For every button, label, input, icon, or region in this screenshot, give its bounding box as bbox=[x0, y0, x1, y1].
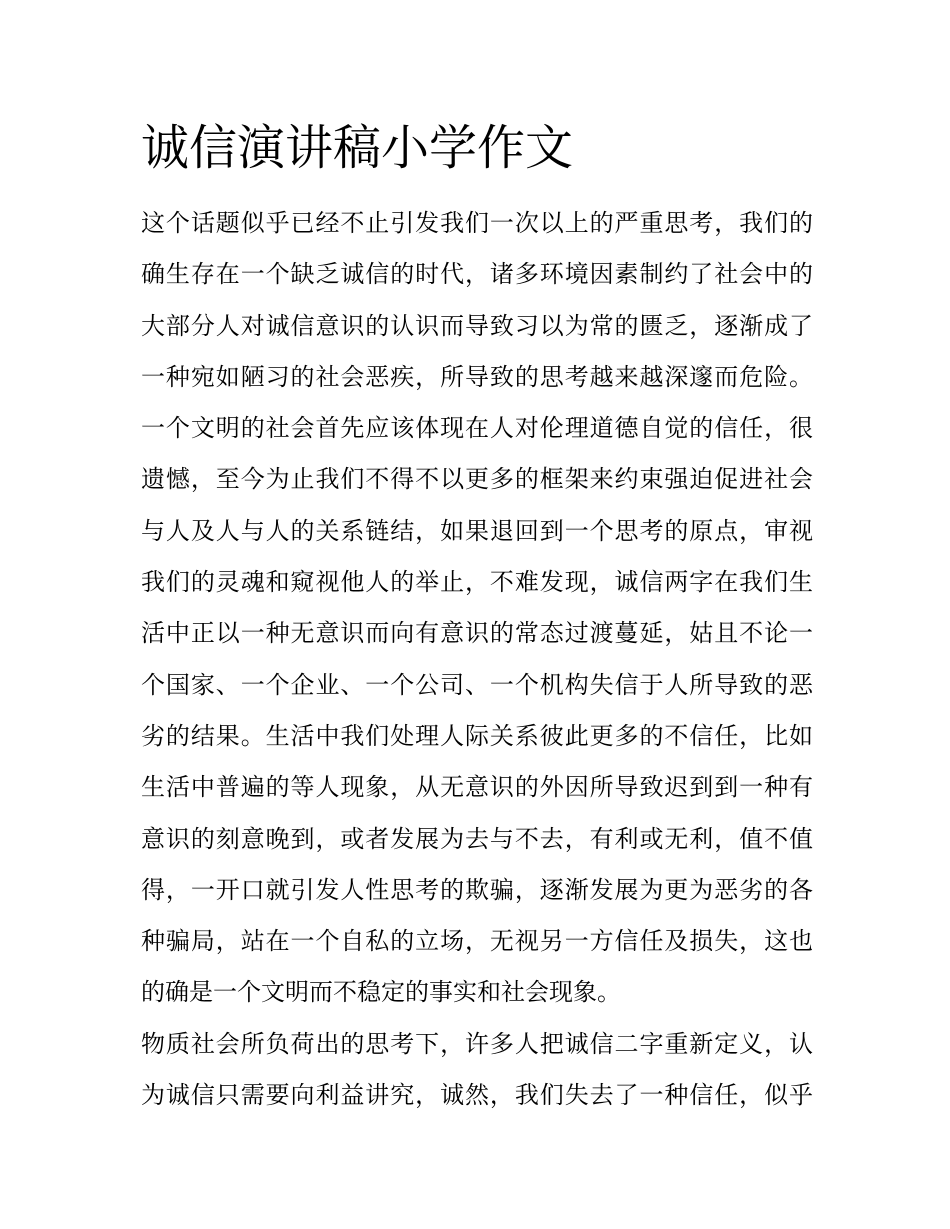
document-body bbox=[141, 198, 813, 1121]
text-line: 种骗局，站在一个自私的立场，无视另一方信任及损失，这也 bbox=[141, 927, 813, 956]
text-line: 意识的刻意晚到，或者发展为去与不去，有利或无利，值不值 bbox=[141, 824, 813, 853]
text-line: 为诚信只需要向利益讲究，诚然，我们失去了一种信任，似乎 bbox=[141, 1081, 813, 1110]
text-line: 劣的结果。生活中我们处理人际关系彼此更多的不信任，比如 bbox=[141, 721, 813, 750]
text-line: 一种宛如陋习的社会恶疾，所导致的思考越来越深邃而危险。 bbox=[141, 362, 813, 391]
text-line: 的确是一个文明而不稳定的事实和社会现象。 bbox=[141, 978, 621, 1007]
text-line: 这个话题似乎已经不止引发我们一次以上的严重思考，我们的 bbox=[141, 209, 813, 237]
text-line: 我们的灵魂和窥视他人的举止，不难发现，诚信两字在我们生 bbox=[141, 568, 813, 597]
text-line: 个国家、一个企业、一个公司、一个机构失信于人所导致的恶 bbox=[141, 670, 813, 699]
text-line: 生活中普遍的等人现象，从无意识的外因所导致迟到到一种有 bbox=[141, 773, 813, 802]
text-line: 大部分人对诚信意识的认识而导致习以为常的匮乏，逐渐成了 bbox=[141, 311, 813, 340]
text-line: 确生存在一个缺乏诚信的时代，诸多环境因素制约了社会中的 bbox=[141, 260, 813, 289]
text-line: 活中正以一种无意识而向有意识的常态过渡蔓延，姑且不论一 bbox=[141, 619, 813, 648]
text-line: 物质社会所负荷出的思考下，许多人把诚信二字重新定义，认 bbox=[141, 1029, 813, 1058]
text-line: 与人及人与人的关系链结，如果退回到一个思考的原点，审视 bbox=[141, 516, 813, 545]
text-line: 一个文明的社会首先应该体现在人对伦理道德自觉的信任，很 bbox=[141, 414, 813, 443]
document-title: 诚信演讲稿小学作文 bbox=[141, 120, 574, 176]
text-line: 遗憾，至今为止我们不得不以更多的框架来约束强迫促进社会 bbox=[141, 465, 813, 494]
text-line: 得，一开口就引发人性思考的欺骗，逐渐发展为更为恶劣的各 bbox=[141, 875, 813, 904]
